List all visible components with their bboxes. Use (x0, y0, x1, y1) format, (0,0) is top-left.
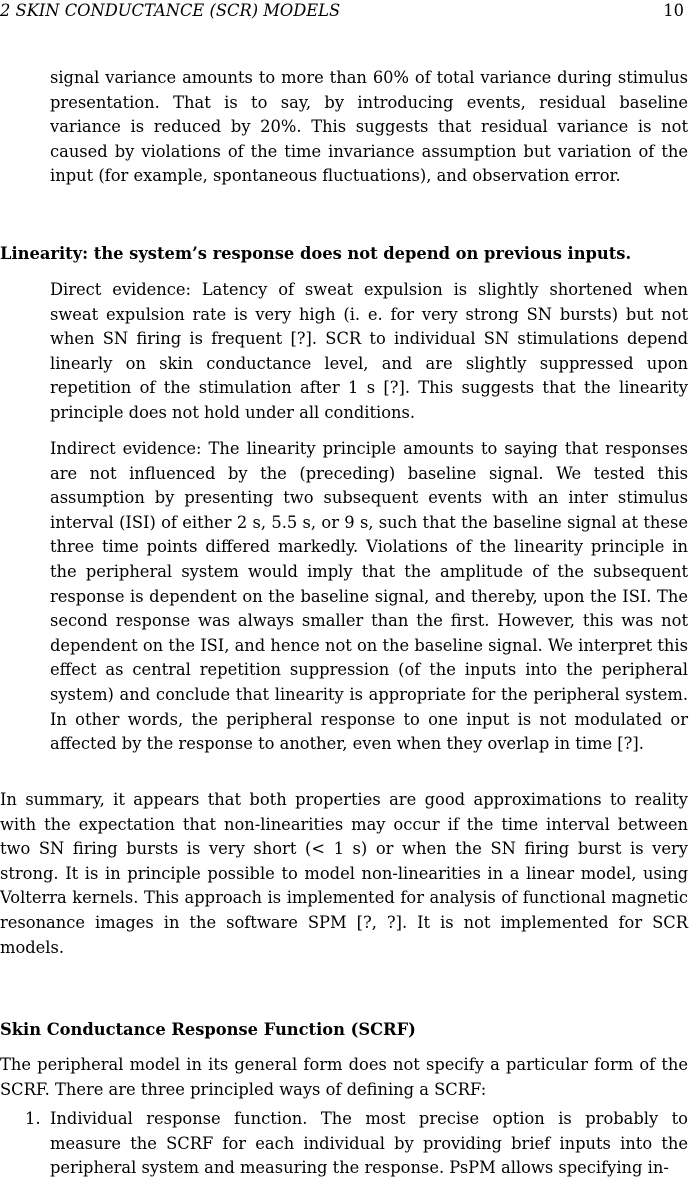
section-heading-scrf: Skin Conductance Response Function (SCRF) (0, 1020, 416, 1039)
page-number: 10 (663, 1, 684, 20)
list-item-text: Individual response function. The most precise option is probably to measure the SCRF for each individual by providing brief inputs into the peripheral system and measuring the response. PsPM allows specifying in- (50, 1109, 688, 1178)
page-header (0, 0, 689, 24)
body-paragraph: signal variance amounts to more than 60% of total variance during stimulus presentation. That is to say, by introducing events, residual baseline variance is reduced by 20%. This suggests that residual variance is not caused by violations of the time invariance assumption but variation of the input (for example, spontaneous fluctuations), and observation error. (50, 68, 688, 186)
section-heading-linearity: Linearity: the system’s response does not depend on previous inputs. (0, 244, 632, 263)
summary-paragraph: In summary, it appears that both properties are good approximations to reality with the expectation that non-linearities may occur if the time interval between two SN firing bursts is very short (< 1 s) or when the SN firing burst is very strong. It is in principle possible to model non-linearities in a linear model, using Volterra kernels. This approach is implemented for analysis of functional magnetic resonance images in the software SPM [?, ?]. It is not implemented for SCR models. (0, 790, 688, 957)
direct-evidence-paragraph: Direct evidence: Latency of sweat expulsion is slightly shortened when sweat expulsion rate is very high (i. e. for very strong SN bursts) but not when SN firing is frequent [?]. SCR to individual SN stimulations depend linearly on skin conductance level, and are slightly suppressed upon repetition of the stimulation after 1 s [?]. This suggests that the linearity principle does not hold under all conditions. (50, 280, 688, 422)
running-header-section: 2 SKIN CONDUCTANCE (SCR) MODELS (0, 1, 341, 20)
scrf-intro-paragraph: The peripheral model in its general form does not specify a particular form of the SCRF. There are three principled ways of defining a SCRF: (0, 1055, 688, 1099)
indirect-evidence-paragraph: Indirect evidence: The linearity principle amounts to saying that responses are not influenced by the (preceding) baseline signal. We tested this assumption by presenting two subsequent events with an inter stimulus interval (ISI) of either 2 s, 5.5 s, or 9 s, such that the baseline signal at these three time points differed markedly. Violations of the linearity principle in the peripheral system would imply that the amplitude of the subsequent response is dependent on the baseline signal, and thereby, upon the ISI. The second response was always smaller than the first. However, this was not dependent on the ISI, and hence not on the baseline signal. We interpret this effect as central repetition suppression (of the inputs into the peripheral system) and conclude that linearity is appropriate for the peripheral system. In other words, the peripheral response to one input is not modulated or affected by the response to another, even when they overlap in time [?]. (50, 439, 688, 754)
list-item-number: 1. (25, 1109, 41, 1128)
